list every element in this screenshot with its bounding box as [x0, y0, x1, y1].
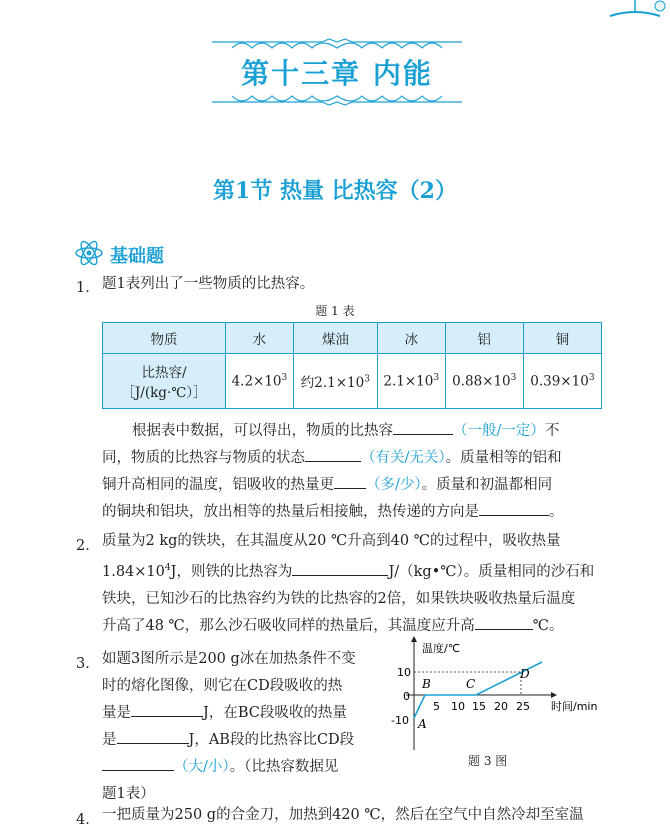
question-paragraph: 如题3图所示是200 g冰在加热条件不变 时的熔化图像，则它在CD段吸收的热 量是 J，在BC段吸收的热量 是 J，AB段的比热容比CD段 （大/小）。（比热容数据见 题1表） [102, 651, 356, 802]
question-number: 4． [76, 812, 100, 828]
answer-blank[interactable] [305, 447, 361, 462]
x-tick-label: 20 [494, 700, 508, 713]
table-header-cell: 水 [226, 323, 294, 354]
answer-blank[interactable] [131, 702, 203, 717]
basic-heading: 基础题 [110, 246, 164, 267]
x-axis-label: 时间/min [551, 700, 598, 713]
x-tick-label: 5 [433, 700, 440, 713]
table-cell: 约$2.1\times 10^3$ [293, 354, 377, 409]
point-label: C [466, 677, 476, 691]
question-text: 一把质量为250 g的合金刀，加热到420 ℃，然后在空气中自然冷却至室温 [102, 807, 584, 823]
table-cell: $0.39\times 10^3$ [523, 354, 601, 409]
section-title: 第1节 热量 比热容（2） [213, 178, 457, 204]
table-header-cell: 铝 [445, 323, 523, 354]
y-tick-label: 10 [397, 666, 411, 679]
table-cell: $0.88\times 10^3$ [445, 354, 523, 409]
answer-blank[interactable] [479, 501, 549, 516]
table-header-row [103, 323, 602, 354]
x-tick-label: 10 [451, 700, 465, 713]
table-cell: $2.1\times 10^3$ [377, 354, 445, 409]
y-tick-label: -10 [391, 714, 409, 727]
row-label [103, 354, 226, 409]
graph-caption: 题 3 图 [468, 754, 508, 768]
y-axis-label: 温度/℃ [422, 642, 461, 655]
question-number: 2． [76, 538, 100, 554]
point-label: D [520, 667, 530, 681]
specific-heat-table [102, 322, 602, 409]
chapter-title: 第十三章 内能 [241, 57, 433, 90]
question-text: 题1表列出了一些物质的比热容。 [102, 276, 315, 292]
answer-blank[interactable] [292, 561, 388, 576]
question-number: 1． [76, 280, 100, 296]
row-label-line: ［J/(kg·℃）］ [121, 385, 207, 401]
melting-graph [386, 632, 616, 757]
x-tick-label: 15 [472, 700, 486, 713]
table-row [103, 354, 602, 409]
table-header-cell: 冰 [377, 323, 445, 354]
table-header-cell: 物质 [103, 323, 226, 354]
answer-blank[interactable] [102, 756, 174, 771]
table-caption: 题 1 表 [315, 304, 355, 318]
answer-blank[interactable] [393, 420, 453, 435]
lamp-decoration-icon [600, 0, 670, 22]
point-label: B [422, 677, 431, 691]
atom-icon [74, 238, 104, 268]
table-cell: $4.2\times 10^3$ [226, 354, 294, 409]
y-tick-label: 0 [403, 690, 410, 703]
row-label-line: 比热容/ [141, 365, 187, 381]
answer-blank[interactable] [334, 474, 366, 489]
question-number: 3． [76, 656, 100, 672]
x-tick-label: 25 [516, 700, 530, 713]
answer-blank[interactable] [117, 729, 189, 744]
answer-blank[interactable] [475, 615, 533, 630]
table-header-cell: 铜 [523, 323, 601, 354]
table-header-cell: 煤油 [293, 323, 377, 354]
point-label: A [418, 717, 427, 731]
question-paragraph: 根据表中数据，可以得出，物质的比热容 （一般/一定）不 同，物质的比热容与物质的状态 （有关/无关）。质量相等的铝和 铜升高相同的温度，铝吸收的热量更 （多/少）。质量和初温都相同 的铜块和铝块，放出相等的热量后相接触，热传递的方向是 。 [102, 418, 602, 526]
question-paragraph: 质量为2 kg的铁块，在其温度从20 ℃升高到40 ℃的过程中，吸收热量 $1.84\times 10^4J$，则铁的比热容为 J/（kg•℃）。质量相同的沙石和 铁块，已知沙石的比热容约为铁的比热容的2倍，如果铁块吸收热量后温度 升高了48 ℃，那么沙石吸收同样的热量后，其温度应升高 ℃。 [102, 533, 595, 634]
